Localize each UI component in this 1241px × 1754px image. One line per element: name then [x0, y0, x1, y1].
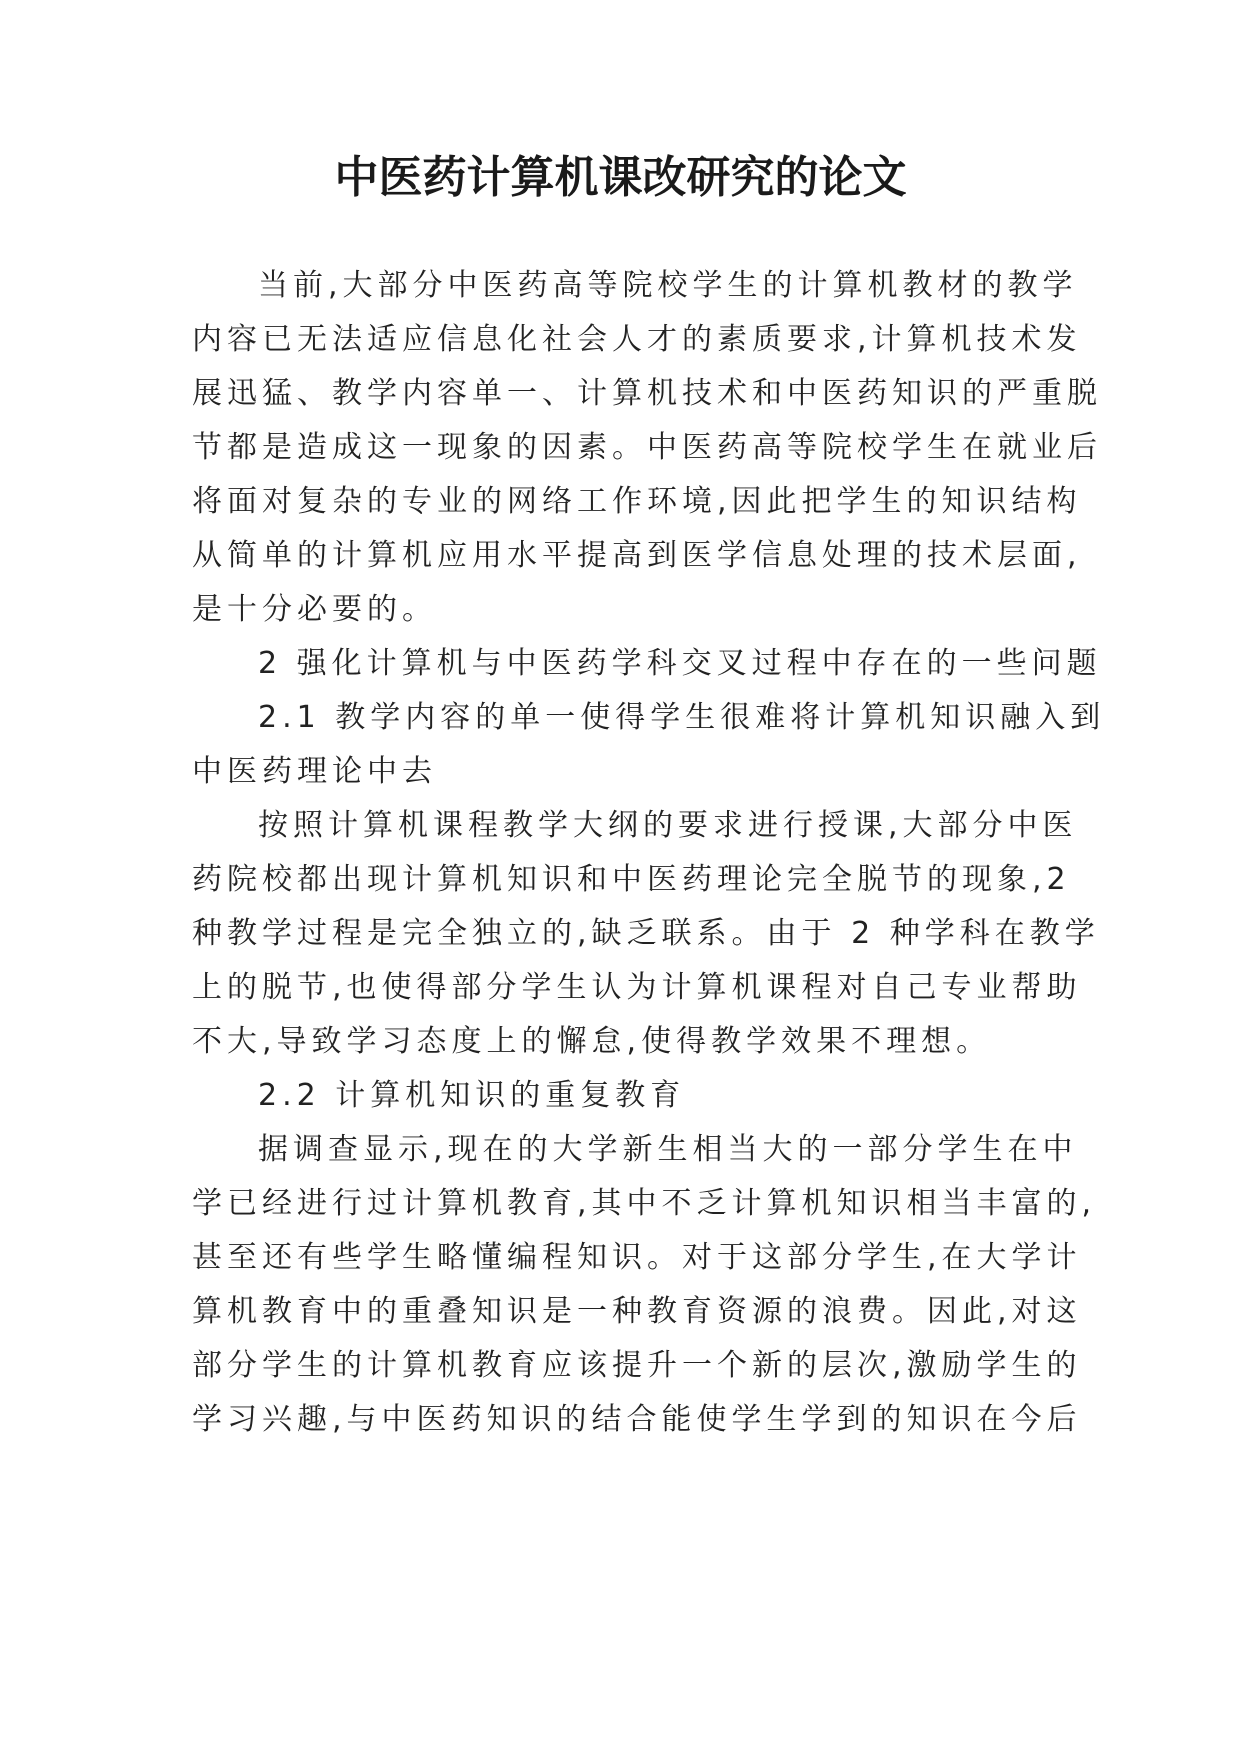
section-heading: 2 强化计算机与中医药学科交叉过程中存在的一些问题 — [258, 646, 1102, 681]
paragraph-line: 从简单的计算机应用水平提高到医学信息处理的技术层面, — [192, 538, 1082, 573]
subsection-heading: 2.2 计算机知识的重复教育 — [258, 1078, 686, 1113]
paragraph-line: 上的脱节,也使得部分学生认为计算机课程对自己专业帮助 — [192, 970, 1082, 1005]
paragraph-line: 算机教育中的重叠知识是一种教育资源的浪费。因此,对这 — [192, 1294, 1082, 1329]
paragraph-line: 是十分必要的。 — [192, 592, 437, 627]
paragraph-line: 学已经进行过计算机教育,其中不乏计算机知识相当丰富的, — [192, 1186, 1097, 1221]
paragraph-line: 将面对复杂的专业的网络工作环境,因此把学生的知识结构 — [192, 484, 1082, 519]
document-title: 中医药计算机课改研究的论文 — [334, 152, 907, 203]
paragraph-line: 药院校都出现计算机知识和中医药理论完全脱节的现象,2 — [192, 862, 1071, 897]
paragraph-line: 学习兴趣,与中医药知识的结合能使学生学到的知识在今后 — [192, 1402, 1082, 1437]
paragraph-line: 据调查显示,现在的大学新生相当大的一部分学生在中 — [258, 1132, 1078, 1167]
paragraph-line: 种教学过程是完全独立的,缺乏联系。由于 2 种学科在教学 — [192, 916, 1100, 951]
paragraph-line: 甚至还有些学生略懂编程知识。对于这部分学生,在大学计 — [192, 1240, 1082, 1275]
paragraph-line: 展迅猛、教学内容单一、计算机技术和中医药知识的严重脱 — [192, 376, 1102, 411]
subsection-heading: 中医药理论中去 — [192, 754, 437, 789]
paragraph-line: 不大,导致学习态度上的懈怠,使得教学效果不理想。 — [192, 1024, 992, 1059]
subsection-heading: 2.1 教学内容的单一使得学生很难将计算机知识融入到 — [258, 700, 1106, 735]
paragraph-line: 按照计算机课程教学大纲的要求进行授课,大部分中医 — [258, 808, 1078, 843]
paragraph-line: 节都是造成这一现象的因素。中医药高等院校学生在就业后 — [192, 430, 1102, 465]
paragraph-line: 部分学生的计算机教育应该提升一个新的层次,激励学生的 — [192, 1348, 1082, 1383]
paragraph-line: 内容已无法适应信息化社会人才的素质要求,计算机技术发 — [192, 322, 1082, 357]
paragraph-line: 当前,大部分中医药高等院校学生的计算机教材的教学 — [258, 268, 1078, 303]
